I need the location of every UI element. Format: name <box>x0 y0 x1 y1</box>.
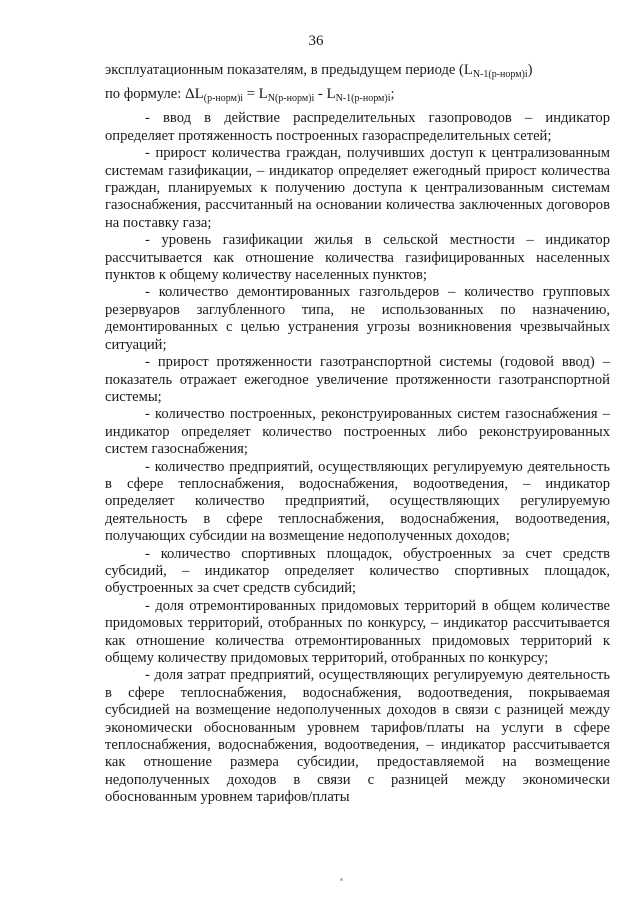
formula-equals: = <box>243 86 259 103</box>
page-number: 36 <box>308 33 324 49</box>
paragraph-utility-enterprises: - количество предприятий, осуществляющих регулируемую деятельность в сфере теплоснабжения, водоснабжения, водоотведения, – индикатор определяет количество предприятий, осуществляющих регулируемую деятельность в сфере теплоснабжения, водоснабжения, водоотведения, получающих субсидии на возмещение недополученных доходов; <box>105 458 610 545</box>
paragraph-gas-systems-built: - количество построенных, реконструированных систем газоснабжения – индикатор определяет количество построенных либо реконструированных систем газоснабжения; <box>105 406 610 458</box>
paragraph-gasholders: - количество демонтированных газгольдеров – количество групповых резервуаров заглубленного типа, не использованных по назначению, демонтированных с целью устранения угрозы возникновения чрезвычайных ситуаций; <box>105 284 610 353</box>
formula-L2: L <box>326 86 336 103</box>
formula-end: ; <box>390 86 395 103</box>
paragraph-yard-territories: - доля отремонтированных придомовых территорий в общем количестве придомовых территорий, отобранных по конкурсу, – индикатор рассчитывается как отношение количества отремонтированных придомовых территорий к общему количеству придомовых территорий, отобранных по конкурсу; <box>105 597 610 666</box>
intro-line <box>105 62 610 83</box>
formula-delta-subscript: (р-норм)i <box>203 93 244 105</box>
paragraph-gas-access-growth: - прирост количества граждан, получивших доступ к централизованным системам газификации, – индикатор определяет ежегодный прирост количества граждан, планируемых к получению доступа к централизованным системам газоснабжения, рассчитанный на основании количества заключенных договоров на поставку газа; <box>105 145 610 231</box>
formula-line <box>105 83 610 110</box>
formula-L1: L <box>258 86 268 103</box>
paragraph-sports-grounds: - количество спортивных площадок, обустроенных за счет средств субсидий, – индикатор определяет количество спортивных площадок, обустроенных за счет средств субсидий; <box>105 545 610 597</box>
intro-L-subscript: N-1(р-норм)i <box>472 69 528 80</box>
intro-close: ) <box>527 62 533 78</box>
paragraph-gas-transport-growth: - прирост протяженности газотранспортной системы (годовой ввод) – показатель отражает ежегодное увеличение протяженности газотранспортной системы; <box>105 354 610 405</box>
formula-delta: ΔL <box>184 86 204 103</box>
paragraph-rural-gasification: - уровень газификации жилья в сельской местности – индикатор рассчитывается как отношение количества газифицированных населенных пунктов к общему количеству населенных пунктов; <box>105 232 610 284</box>
formula-minus: - <box>314 86 327 103</box>
page-body <box>105 62 610 807</box>
formula-L2-subscript: N-1(р-норм)i <box>335 93 391 105</box>
paragraph-distribution-pipelines: - ввод в действие распределительных газопроводов – индикатор определяет протяженность построенных газораспределительных сетей; <box>105 110 610 144</box>
intro-text: эксплуатационным показателям, в предыдущем периоде ( <box>105 62 464 78</box>
scan-speck <box>340 878 343 881</box>
formula-prefix: по формуле: <box>105 86 185 103</box>
paragraph-subsidy-cost-share: - доля затрат предприятий, осуществляющих регулируемую деятельность в сфере теплоснабжения, водоснабжения, водоотведения, покрываемая субсидией на возмещение недополученных доходов в связи с разницей между экономически обоснованным уровнем тарифов/платы на услуги в сфере теплоснабжения, водоснабжения, водоотведения, – индикатор рассчитывается как отношение размера субсидии, предоставляемой на возмещение недополученных доходов в связи с разницей между экономически обоснованным уровнем тарифов/платы <box>105 667 610 806</box>
formula-L1-subscript: N(р-норм)i <box>267 93 315 105</box>
intro-L: L <box>463 62 473 78</box>
